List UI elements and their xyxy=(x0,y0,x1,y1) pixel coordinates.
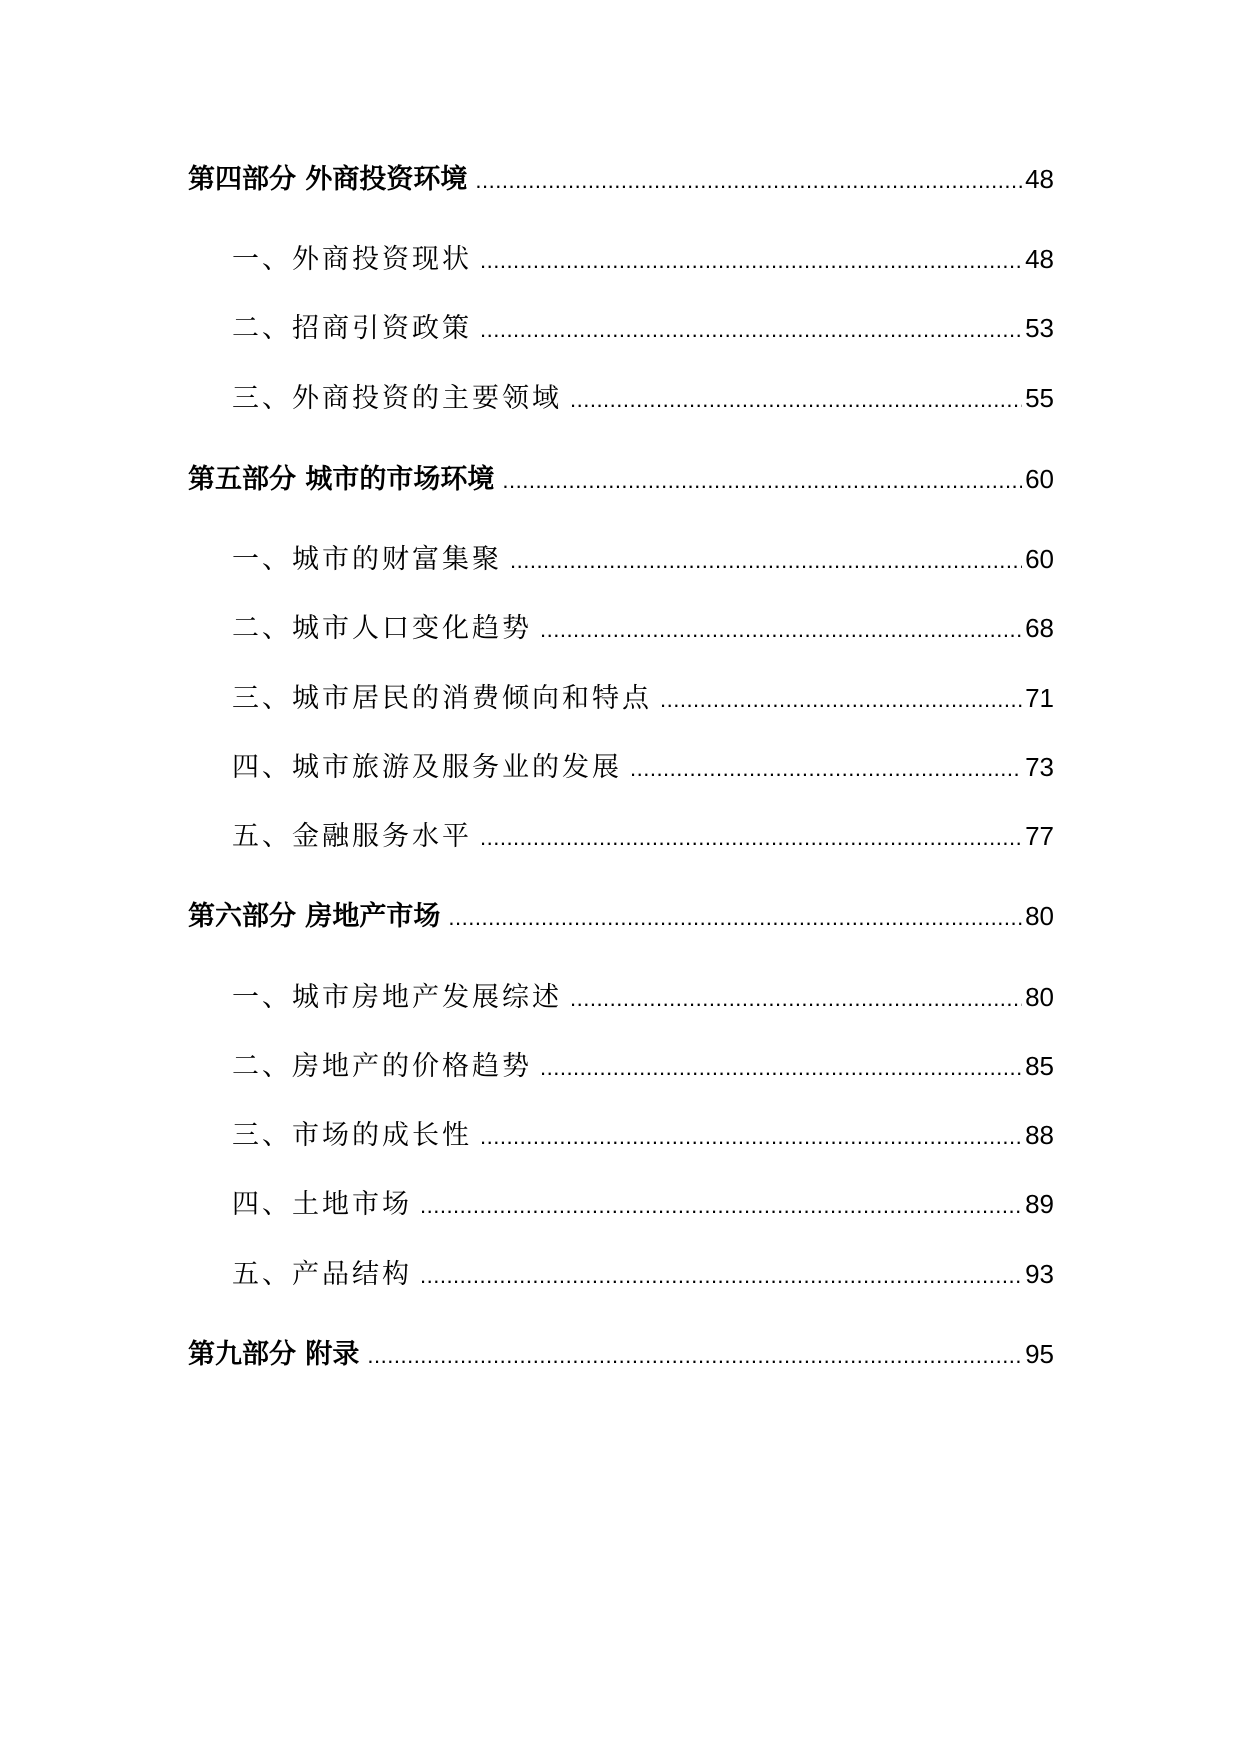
dot-leader xyxy=(510,550,1022,572)
toc-part-9[interactable] xyxy=(188,1341,1054,1368)
dot-leader xyxy=(475,170,1022,192)
toc-page-number: 77 xyxy=(1025,821,1054,851)
dot-leader xyxy=(480,250,1022,272)
toc-page-number: 53 xyxy=(1025,313,1054,343)
toc-page-number: 60 xyxy=(1025,544,1054,574)
toc-entry-title: 二、城市人口变化趋势 xyxy=(232,613,532,644)
toc-entry-title: 一、城市的财富集聚 xyxy=(232,544,502,575)
dot-leader xyxy=(420,1195,1022,1217)
dot-leader xyxy=(630,758,1022,780)
toc-section-4-1[interactable] xyxy=(232,246,1054,273)
dot-leader xyxy=(480,1126,1022,1148)
toc-entry-title: 一、城市房地产发展综述 xyxy=(232,982,562,1013)
toc-page-number: 68 xyxy=(1025,613,1054,643)
dot-leader xyxy=(367,1345,1022,1367)
toc-page-number: 93 xyxy=(1025,1259,1054,1289)
dot-leader xyxy=(540,619,1022,641)
toc-entry-title: 三、城市居民的消费倾向和特点 xyxy=(232,683,652,714)
toc-section-6-4[interactable] xyxy=(232,1191,1054,1218)
dot-leader xyxy=(480,319,1022,341)
toc-section-5-4[interactable] xyxy=(232,754,1054,781)
toc-section-6-3[interactable] xyxy=(232,1122,1054,1149)
toc-entry-title: 一、外商投资现状 xyxy=(232,244,472,275)
toc-page-number: 89 xyxy=(1025,1189,1054,1219)
toc-section-4-3[interactable] xyxy=(232,385,1054,412)
toc-entry-title: 二、房地产的价格趋势 xyxy=(232,1051,532,1082)
toc-section-6-5[interactable] xyxy=(232,1261,1054,1288)
toc-page-number: 48 xyxy=(1025,164,1054,194)
toc-page-number: 48 xyxy=(1025,244,1054,274)
toc-part-5[interactable] xyxy=(188,466,1054,493)
toc-page-number: 85 xyxy=(1025,1051,1054,1081)
toc-page-number: 73 xyxy=(1025,752,1054,782)
toc-entry-title: 四、城市旅游及服务业的发展 xyxy=(232,752,622,783)
dot-leader xyxy=(448,907,1022,929)
toc-section-4-2[interactable] xyxy=(232,315,1054,342)
toc-page-number: 80 xyxy=(1025,901,1054,931)
toc-section-6-1[interactable] xyxy=(232,984,1054,1011)
toc-entry-title: 五、产品结构 xyxy=(232,1259,412,1290)
toc-section-6-2[interactable] xyxy=(232,1053,1054,1080)
dot-leader xyxy=(540,1057,1022,1079)
toc-entry-title: 三、外商投资的主要领域 xyxy=(232,383,562,414)
toc-part-6[interactable] xyxy=(188,903,1054,930)
toc-section-5-3[interactable] xyxy=(232,685,1054,712)
toc-section-5-2[interactable] xyxy=(232,615,1054,642)
toc-page-number: 80 xyxy=(1025,982,1054,1012)
dot-leader xyxy=(420,1265,1022,1287)
dot-leader xyxy=(570,988,1022,1010)
dot-leader xyxy=(480,827,1022,849)
toc-entry-title: 四、土地市场 xyxy=(232,1189,412,1220)
toc-page-number: 71 xyxy=(1025,683,1054,713)
dot-leader xyxy=(502,470,1022,492)
dot-leader xyxy=(660,689,1022,711)
toc-entry-title: 三、市场的成长性 xyxy=(232,1120,472,1151)
toc-entry-title: 第九部分 附录 xyxy=(188,1339,360,1370)
toc-section-5-1[interactable] xyxy=(232,546,1054,573)
toc-part-4[interactable] xyxy=(188,166,1054,193)
toc-page-number: 55 xyxy=(1025,383,1054,413)
toc-entry-title: 第四部分 外商投资环境 xyxy=(188,164,468,195)
toc-page-number: 88 xyxy=(1025,1120,1054,1150)
toc-page-number: 95 xyxy=(1025,1339,1054,1369)
toc-section-5-5[interactable] xyxy=(232,823,1054,850)
toc-page-number: 60 xyxy=(1025,464,1054,494)
toc-entry-title: 第五部分 城市的市场环境 xyxy=(188,464,495,495)
toc-entry-title: 第六部分 房地产市场 xyxy=(188,901,441,932)
dot-leader xyxy=(570,389,1022,411)
toc-entry-title: 五、金融服务水平 xyxy=(232,821,472,852)
toc-entry-title: 二、招商引资政策 xyxy=(232,313,472,344)
